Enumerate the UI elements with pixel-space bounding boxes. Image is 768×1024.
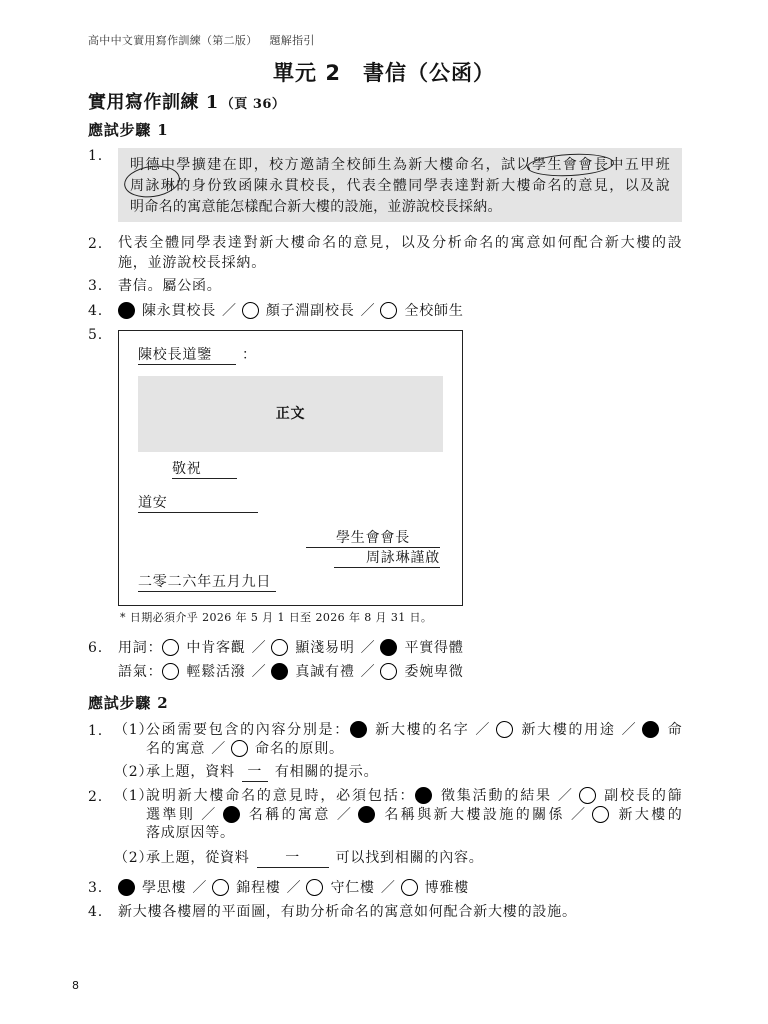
task-text: 明命名的寓意能怎樣配合新大樓的設施，並游說校長採納。 xyxy=(130,199,502,215)
option-label: 平實得體 xyxy=(404,640,464,656)
separator: ／ xyxy=(251,640,267,656)
sub-number: （1） xyxy=(114,722,154,738)
letter-body-placeholder: 正文 xyxy=(138,376,443,452)
sub-number: （2） xyxy=(114,850,154,866)
option-label: 顏子淵副校長 xyxy=(265,303,355,319)
header-book-title: 高中中文實用寫作訓練（第二版） xyxy=(88,34,258,47)
option-label: 中肯客觀 xyxy=(186,640,246,656)
prompt-text: 公函需要包含的內容分別是： xyxy=(146,722,350,738)
task-line xyxy=(130,197,670,218)
filled-circle-icon xyxy=(118,302,135,319)
date-note: * 日期必須介乎 2026 年 5 月 1 日至 2026 年 8 月 31 日。 xyxy=(120,611,433,624)
separator: ／ xyxy=(251,664,267,680)
empty-circle-icon xyxy=(242,302,259,319)
signer-name: 周詠琳謹啟 xyxy=(334,549,440,568)
separator: ／ xyxy=(360,664,376,680)
option-label: 名的寓意 xyxy=(146,741,206,757)
exercise-title xyxy=(88,90,285,118)
separator: ／ xyxy=(557,788,574,804)
empty-circle-icon xyxy=(212,879,229,896)
salutation: 陳校長道鑒 xyxy=(138,346,236,365)
empty-circle-icon xyxy=(306,879,323,896)
question-number: 6. xyxy=(88,640,103,656)
empty-circle-icon xyxy=(592,806,609,823)
signer-title-row xyxy=(306,528,440,548)
separator: ／ xyxy=(211,741,227,757)
circled-text: 周詠琳 xyxy=(130,178,177,194)
separator: ／ xyxy=(222,303,237,319)
answer-line: 施，並游說校長採納。 xyxy=(118,254,266,271)
separator: ／ xyxy=(201,806,218,823)
answer-text xyxy=(146,848,484,868)
tone-options xyxy=(118,662,464,682)
row-label: 語氣： xyxy=(118,664,163,680)
separator: ／ xyxy=(360,640,376,656)
option-label: 命名的原則 xyxy=(255,741,330,757)
answer-text: 新大樓各樓層的平面圖，有助分析命名的寓意如何配合新大樓的設施。 xyxy=(118,904,577,920)
separator: ／ xyxy=(570,806,588,823)
question-number: 3. xyxy=(88,278,103,294)
empty-circle-icon xyxy=(380,663,397,680)
empty-circle-icon xyxy=(579,787,596,804)
empty-circle-icon xyxy=(162,663,179,680)
option-label: 新大樓的 xyxy=(616,806,683,823)
task-text: 明德中學擴建在即，校方邀請全校師生為新大樓命名，試以 xyxy=(130,157,532,173)
option-label: 守仁樓 xyxy=(330,880,375,896)
sub-number: （1） xyxy=(114,788,154,804)
step1-heading: 應試步驟 1 xyxy=(88,121,169,139)
option-label: 選準則 xyxy=(146,806,196,823)
answer-text xyxy=(146,762,378,782)
closing-row xyxy=(172,459,237,479)
question-number: 4. xyxy=(88,904,103,920)
question-number: 3. xyxy=(88,880,103,896)
task-text: 中五甲班 xyxy=(609,157,670,173)
separator: ／ xyxy=(192,880,208,896)
line-end: 。 xyxy=(329,741,344,757)
question-number: 2. xyxy=(88,789,103,805)
fill-blank-answer: 一 xyxy=(242,763,268,782)
wish: 道安 xyxy=(138,494,258,513)
step2-heading: 應試步驟 2 xyxy=(88,694,169,712)
exercise-name: 實用寫作訓練 1 xyxy=(88,92,219,113)
option-label: 委婉卑微 xyxy=(404,664,464,680)
empty-circle-icon xyxy=(271,639,288,656)
separator: ／ xyxy=(380,880,396,896)
filled-circle-icon xyxy=(642,721,659,738)
answer-text: 書信。屬公函。 xyxy=(118,278,222,294)
question-number: 1. xyxy=(88,148,103,164)
prompt-text: 承上題，資料 xyxy=(146,764,235,780)
task-text: 的身份致函陳永貫校長，代表全體同學表達對新大樓命名的意見，以及說 xyxy=(176,178,670,194)
question-number: 1. xyxy=(88,723,103,739)
question-number: 5. xyxy=(88,327,103,343)
option-label: 博雅樓 xyxy=(424,880,470,896)
sub-number: （2） xyxy=(114,764,154,780)
option-label: 陳永貫校長 xyxy=(142,303,216,319)
wish-row xyxy=(138,493,258,513)
answer-line xyxy=(146,824,682,843)
option-label: 全校師生 xyxy=(404,303,464,319)
circled-text: 學生會會長 xyxy=(532,157,610,173)
building-name-options xyxy=(118,878,469,898)
filled-circle-icon xyxy=(350,721,367,738)
filled-circle-icon xyxy=(415,787,432,804)
answer-line xyxy=(146,787,682,806)
separator: ／ xyxy=(360,303,376,319)
filled-circle-icon xyxy=(118,879,135,896)
option-label: 徵集活動的結果 xyxy=(439,788,552,804)
option-label: 新大樓的名字 xyxy=(373,722,470,738)
filled-circle-icon xyxy=(271,663,288,680)
answer-line xyxy=(146,806,682,825)
empty-circle-icon xyxy=(401,879,418,896)
option-label: 錦程樓 xyxy=(236,880,281,896)
salutation-row xyxy=(138,345,257,365)
filled-circle-icon xyxy=(380,639,397,656)
answer-line xyxy=(146,740,682,759)
option-label: 新大樓的用途 xyxy=(520,722,616,738)
task-box xyxy=(118,148,682,222)
separator: ／ xyxy=(336,806,354,823)
separator: ／ xyxy=(621,722,638,738)
prompt-text: 承上題，從資料 xyxy=(146,850,250,866)
signer-name-row xyxy=(334,548,440,568)
question-number: 2. xyxy=(88,236,103,252)
option-label: 名稱與新大樓設施的關係 xyxy=(382,806,565,823)
fill-blank-answer: 一 xyxy=(257,849,329,868)
answer-text xyxy=(118,234,682,273)
running-header xyxy=(88,34,315,48)
empty-circle-icon xyxy=(496,721,513,738)
answer-text xyxy=(146,787,682,843)
answer-text xyxy=(146,721,682,759)
exercise-page-ref: （頁 36） xyxy=(220,97,286,112)
option-label: 名稱的寓意 xyxy=(246,806,331,823)
filled-circle-icon xyxy=(358,806,375,823)
answer-line xyxy=(146,721,682,740)
signer-title: 學生會會長 xyxy=(306,529,440,548)
row-label: 用詞： xyxy=(118,640,163,656)
option-label: 落成原因 xyxy=(146,825,206,841)
letter-format-box xyxy=(118,330,463,606)
option-label: 副校長的篩 xyxy=(602,788,682,804)
prompt-text: 有相關的提示。 xyxy=(274,764,379,780)
task-line xyxy=(130,155,670,176)
closing: 敬祝 xyxy=(172,460,237,479)
question-number: 4. xyxy=(88,303,103,319)
empty-circle-icon xyxy=(162,639,179,656)
option-label: 顯淺易明 xyxy=(295,640,355,656)
header-section: 題解指引 xyxy=(269,34,315,47)
option-label: 輕鬆活潑 xyxy=(186,664,246,680)
date-row xyxy=(138,572,276,592)
recipient-options xyxy=(118,301,464,321)
option-label: 命 xyxy=(666,722,682,738)
line-end: 等。 xyxy=(205,825,235,841)
option-label: 學思樓 xyxy=(142,880,187,896)
filled-circle-icon xyxy=(223,806,240,823)
separator: ／ xyxy=(286,880,302,896)
wording-options xyxy=(118,638,464,658)
separator: ／ xyxy=(475,722,492,738)
option-label: 真誠有禮 xyxy=(295,664,355,680)
prompt-text: 可以找到相關的內容。 xyxy=(335,850,484,866)
salutation-colon: ： xyxy=(242,347,257,363)
unit-title: 單元 2 書信（公函） xyxy=(273,61,495,85)
empty-circle-icon xyxy=(231,740,248,757)
page-number: 8 xyxy=(72,979,80,992)
answer-line: 代表全體同學表達對新大樓命名的意見，以及分析命名的寓意如何配合新大樓的設 xyxy=(118,235,682,251)
empty-circle-icon xyxy=(380,302,397,319)
letter-date: 二零二六年五月九日 xyxy=(138,573,276,592)
task-line xyxy=(130,176,670,197)
prompt-text: 說明新大樓命名的意見時，必須包括： xyxy=(146,788,416,804)
